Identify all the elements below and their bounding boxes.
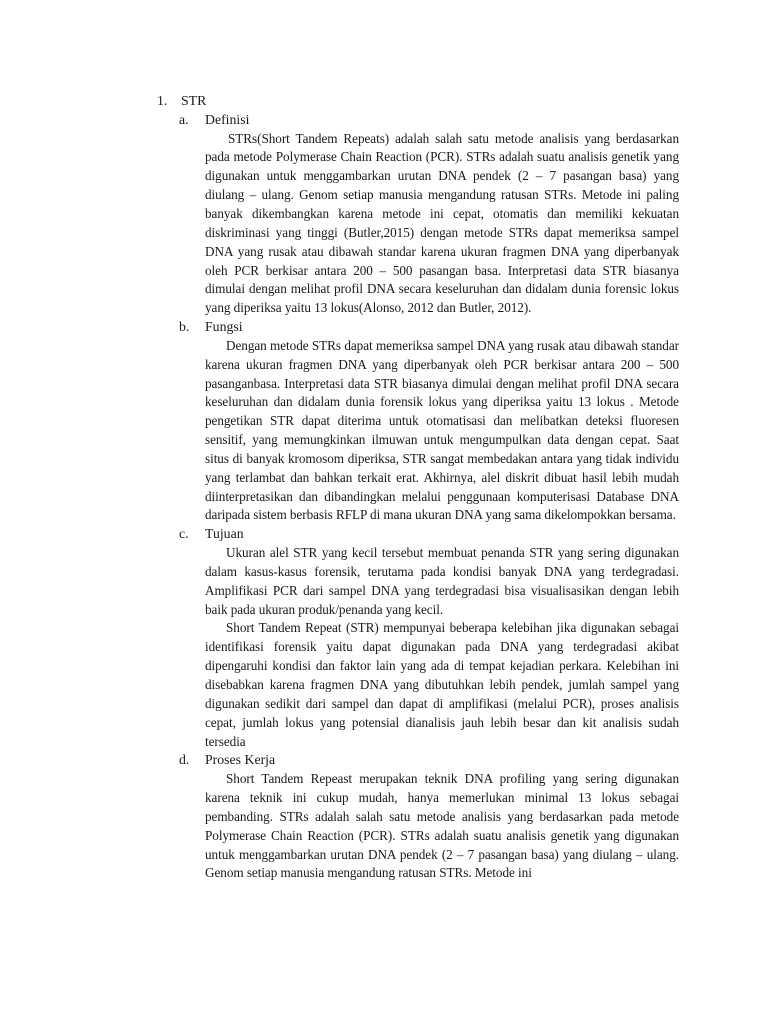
subsection-title: Definisi xyxy=(205,111,250,127)
subsection-heading-tujuan xyxy=(179,525,679,544)
subsection-body-tujuan xyxy=(205,544,679,751)
subsection-letter: b. xyxy=(179,319,190,335)
paragraph: Short Tandem Repeast merupakan teknik DNA profiling yang sering digunakan karena teknik ini cukup mudah, hanya memerlukan minimal 13 lokus sebagai pembanding. STRs adalah salah satu metode analisis yang berdasarkan pada metode Polymerase Chain Reaction (PCR). STRs adalah suatu analisis genetik yang digunakan untuk menggambarkan urutan DNA pendek (2 – 7 pasangan basa) yang diulang – ulang. Genom setiap manusia mengandung ratusan STRs. Metode ini xyxy=(205,771,679,881)
document-body xyxy=(157,92,679,883)
section-heading xyxy=(157,92,679,111)
section-title: STR xyxy=(181,93,207,108)
subsection-heading-fungsi xyxy=(179,318,679,337)
paragraph: Short Tandem Repeat (STR) mempunyai beberapa kelebihan jika digunakan sebagai identifikasi forensik yaitu dapat digunakan pada DNA yang terdegradasi akibat dipengaruhi kondisi dan faktor lain yang ada di tempat kejadian perkara. Kelebihan ini disebabkan karena fragmen DNA yang dibutuhkan lebih pendek, jumlah sampel yang digunakan sedikit dari sampel dan dapat di amplifikasi (melalui PCR), proses analisis cepat, jumlah lokus yang potensial dianalisis jauh lebih besar dan kit analisis sudah tersedia xyxy=(205,620,679,749)
paragraph: Ukuran alel STR yang kecil tersebut membuat penanda STR yang sering digunakan dalam kasus-kasus forensik, terutama pada kondisi banyak DNA yang terdegradasi. Amplifikasi PCR dari sampel DNA yang terdegradasi bisa visualisasikan dengan lebih baik pada ukuran produk/penanda yang kecil. xyxy=(205,545,679,617)
subsection-body-definisi xyxy=(205,130,679,318)
subsection-letter: d. xyxy=(179,752,190,768)
paragraph: STRs(Short Tandem Repeats) adalah salah satu metode analisis yang berdasarkan pada metode Polymerase Chain Reaction (PCR). STRs adalah suatu analisis genetik yang digunakan untuk menggambarkan urutan DNA pendek (2 – 7 pasangan basa) yang diulang – ulang. Genom setiap manusia mengandung ratusan STRs. Metode ini paling banyak dikembangkan karena metode ini cepat, otomatis dan memiliki kekuatan diskriminasi yang tinggi (Butler,2015) dengan metode STRs dapat memeriksa sampel DNA yang rusak atau dibawah standar karena ukuran fragmen DNA yang diperbanyak oleh PCR berkisar antara 200 – 500 pasangan basa. Interpretasi data STR biasanya dimulai dengan melihat profil DNA secara keseluruhan dan didalam dunia forensic lokus yang diperiksa yaitu 13 lokus(Alonso, 2012 dan Butler, 2012). xyxy=(205,130,679,316)
subsection-heading-definisi xyxy=(179,111,679,130)
subsection-title: Tujuan xyxy=(205,526,244,542)
subsection-letter: a. xyxy=(179,111,189,127)
section-number: 1. xyxy=(157,93,168,108)
subsection-heading-proses-kerja xyxy=(179,751,679,770)
subsection-body-fungsi xyxy=(205,337,679,525)
paragraph: Dengan metode STRs dapat memeriksa sampel DNA yang rusak atau dibawah standar karena ukuran fragmen DNA yang diperbanyak oleh PCR berkisar antara 200 – 500 pasanganbasa. Interpretasi data STR biasanya dimulai dengan melihat profil DNA secara keseluruhan dan didalam dunia forensik lokus yang diperiksa yaitu 13 lokus . Metode pengetikan STR dapat diterima untuk otomatisasi dan melibatkan deteksi fluoresen sensitif, yang memungkinkan ilmuwan untuk mengumpulkan data dengan cepat. Saat situs di banyak kromosom diperiksa, STR sangat membedakan antara yang tidak individu yang terlambat dan bahkan terkait erat. Akhirnya, alel diskrit dibuat hasil lebih mudah diinterpretasikan dan dibandingkan melalui penggunaan komputerisasi Database DNA daripada sistem berbasis RFLP di mana ukuran DNA yang sama dikelompokkan bersama. xyxy=(205,337,679,523)
subsection-title: Fungsi xyxy=(205,319,243,335)
subsection-letter: c. xyxy=(179,526,189,542)
subsection-body-proses-kerja xyxy=(205,770,679,883)
subsection-title: Proses Kerja xyxy=(205,752,276,768)
